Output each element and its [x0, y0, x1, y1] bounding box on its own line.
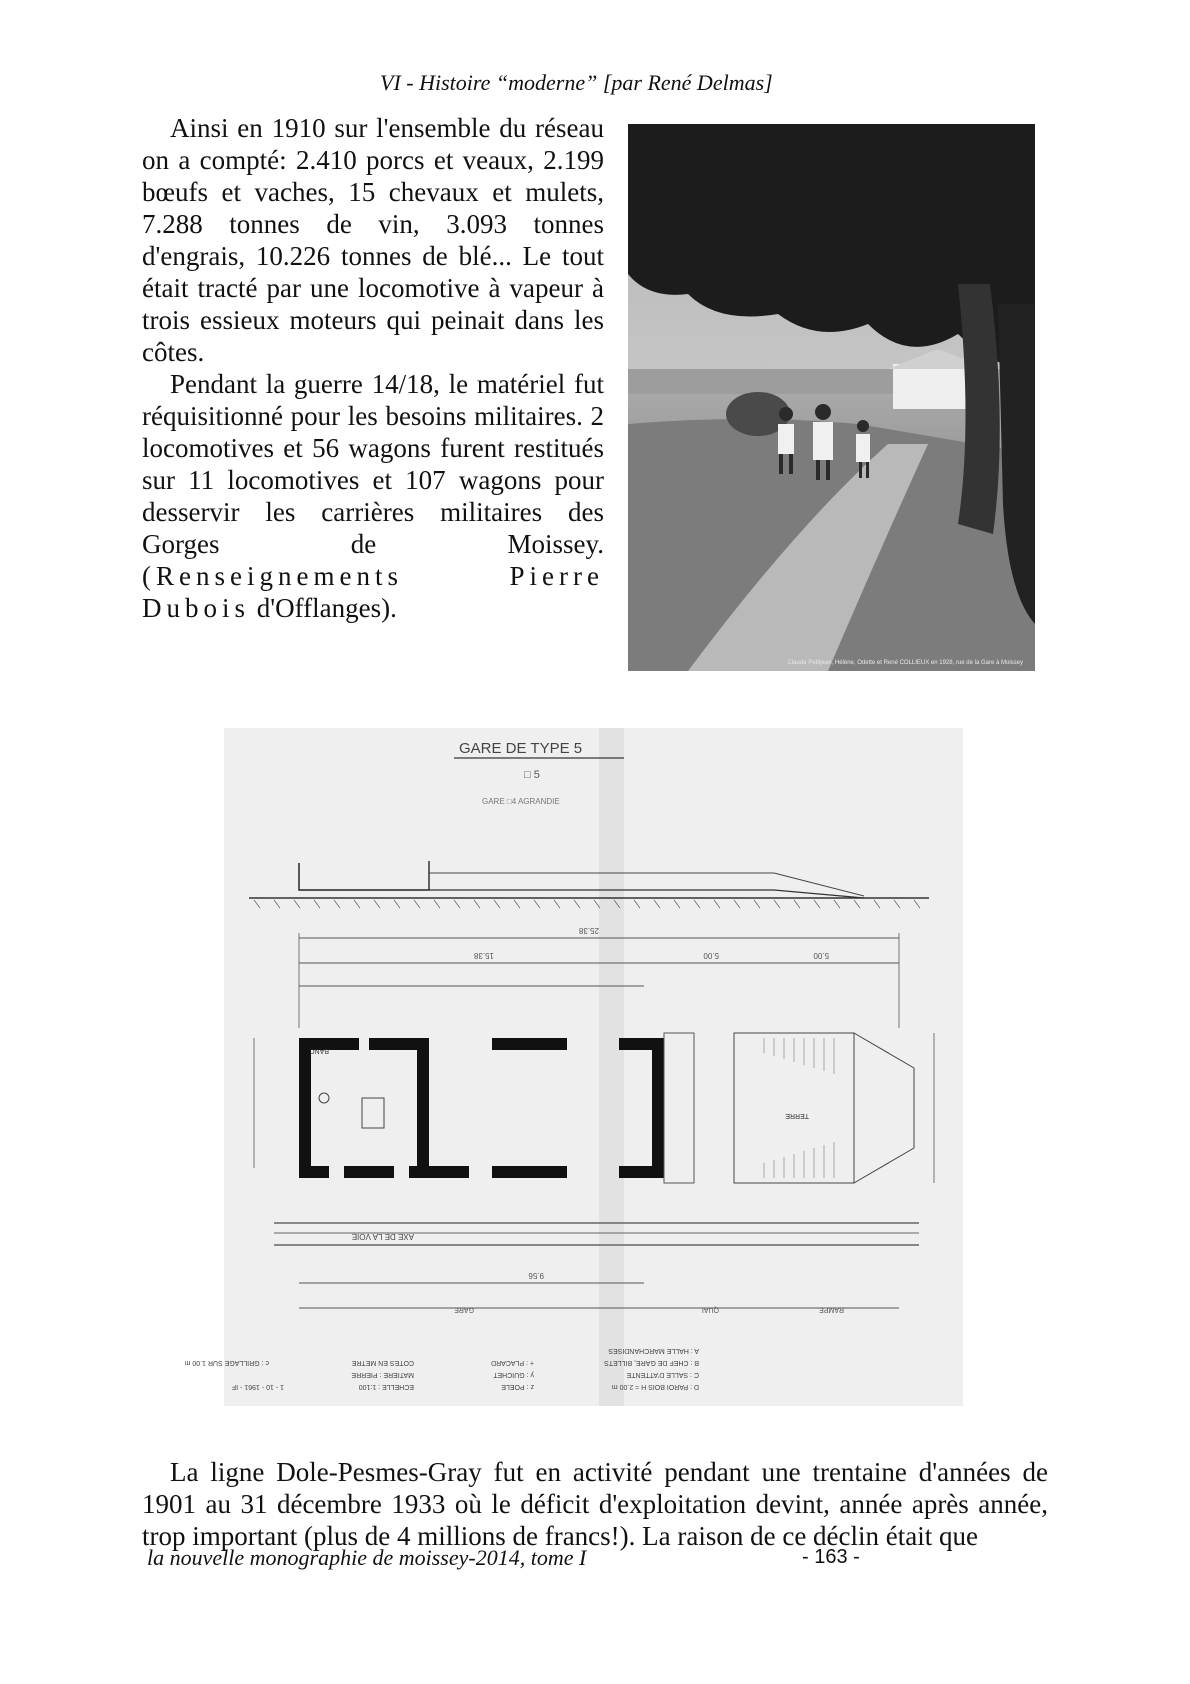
plan-title: GARE DE TYPE 5 — [459, 740, 583, 757]
axe-label: AXE DE LA VOIE — [351, 1232, 414, 1241]
sources-spaced: (Renseignements Pierre Dubois — [142, 561, 604, 623]
dim-956: 9.56 — [528, 1271, 544, 1280]
legend-e: + : PLACARD — [491, 1359, 534, 1366]
legend-l: 1 - 10 - 1961 - IF — [231, 1383, 284, 1390]
bottom-text — [142, 1456, 1048, 1552]
dim-5a: 5.00 — [703, 951, 719, 960]
dim-5b: 5.00 — [813, 951, 829, 960]
legend-d: D : PAROI BOIS H = 2.00 m — [611, 1383, 699, 1390]
station-floor-plan — [184, 728, 963, 1406]
legend-i: MATIERE : PIERRE — [351, 1371, 414, 1378]
legend-k: c : GRILLAGE SUR 1.00 m — [184, 1359, 269, 1366]
plan-subtitle2: GARE □4 AGRANDIE — [482, 797, 560, 806]
footer-title: la nouvelle monographie de moissey-2014, tome I — [147, 1545, 587, 1570]
dim-total: 25.38 — [578, 926, 599, 935]
legend-j: ECHELLE : 1:100 — [358, 1383, 414, 1390]
sources-end: d'Offlanges). — [256, 593, 397, 623]
plan-subtitle: □ 5 — [524, 769, 540, 781]
left-text-column — [142, 112, 604, 624]
rampe-label: RAMPE — [819, 1306, 844, 1313]
terre-label: TERRE — [785, 1112, 809, 1119]
paragraph-war — [142, 368, 604, 624]
paragraph-livestock: Ainsi en 1910 sur l'ensemble du réseau on a compté: 2.410 porcs et veaux, 2.199 bœufs et vaches, 15 chevaux et mulets, 7.288 tonnes de vin, 3.093 tonnes d'engrais, 10.226 tonnes de blé... Le tout était tracté par une locomotive à vapeur à trois essieux moteurs qui peinait dans les côtes. — [142, 113, 604, 367]
legend-h: COTES EN METRE — [351, 1359, 414, 1366]
page-header: VI - Histoire “moderne” [par René Delmas] — [380, 70, 773, 95]
photo-caption: Claude Petitjean, Hélène, Odette et René COLLIEUX en 1928, rue de la Gare à Moissey — [787, 660, 1023, 666]
legend-c: C : SALLE D'ATTENTE — [626, 1371, 699, 1378]
legend-f: y : GUICHET — [493, 1371, 534, 1378]
legend-b: B : CHEF DE GARE, BILLETS — [604, 1359, 699, 1366]
legend-a: A : HALLE MARCHANDISES — [608, 1347, 699, 1354]
war-text: Pendant la guerre 14/18, le matériel fut réquisitionné pour les besoins militaires. 2 locomotives et 56 wagons furent restitués sur 11 locomotives et 107 wagons pour desservir les carrières militaires des Gorges de Moissey. — [142, 369, 604, 559]
legend-g: z : POELE — [501, 1383, 534, 1390]
page-number: - 163 - — [802, 1546, 860, 1568]
gare-label: GARE — [454, 1306, 474, 1313]
dim-15: 15.38 — [473, 951, 494, 960]
historic-photo — [628, 124, 1035, 671]
quai-label: QUAI — [701, 1306, 719, 1313]
paragraph-line-decline: La ligne Dole-Pesmes-Gray fut en activité pendant une trentaine d'années de 1901 au 31 décembre 1933 où le déficit d'exploitation devint, année après année, trop important (plus de 4 millions de francs!). La raison de ce déclin était que — [142, 1457, 1048, 1551]
banc-label: BANC — [309, 1047, 329, 1054]
